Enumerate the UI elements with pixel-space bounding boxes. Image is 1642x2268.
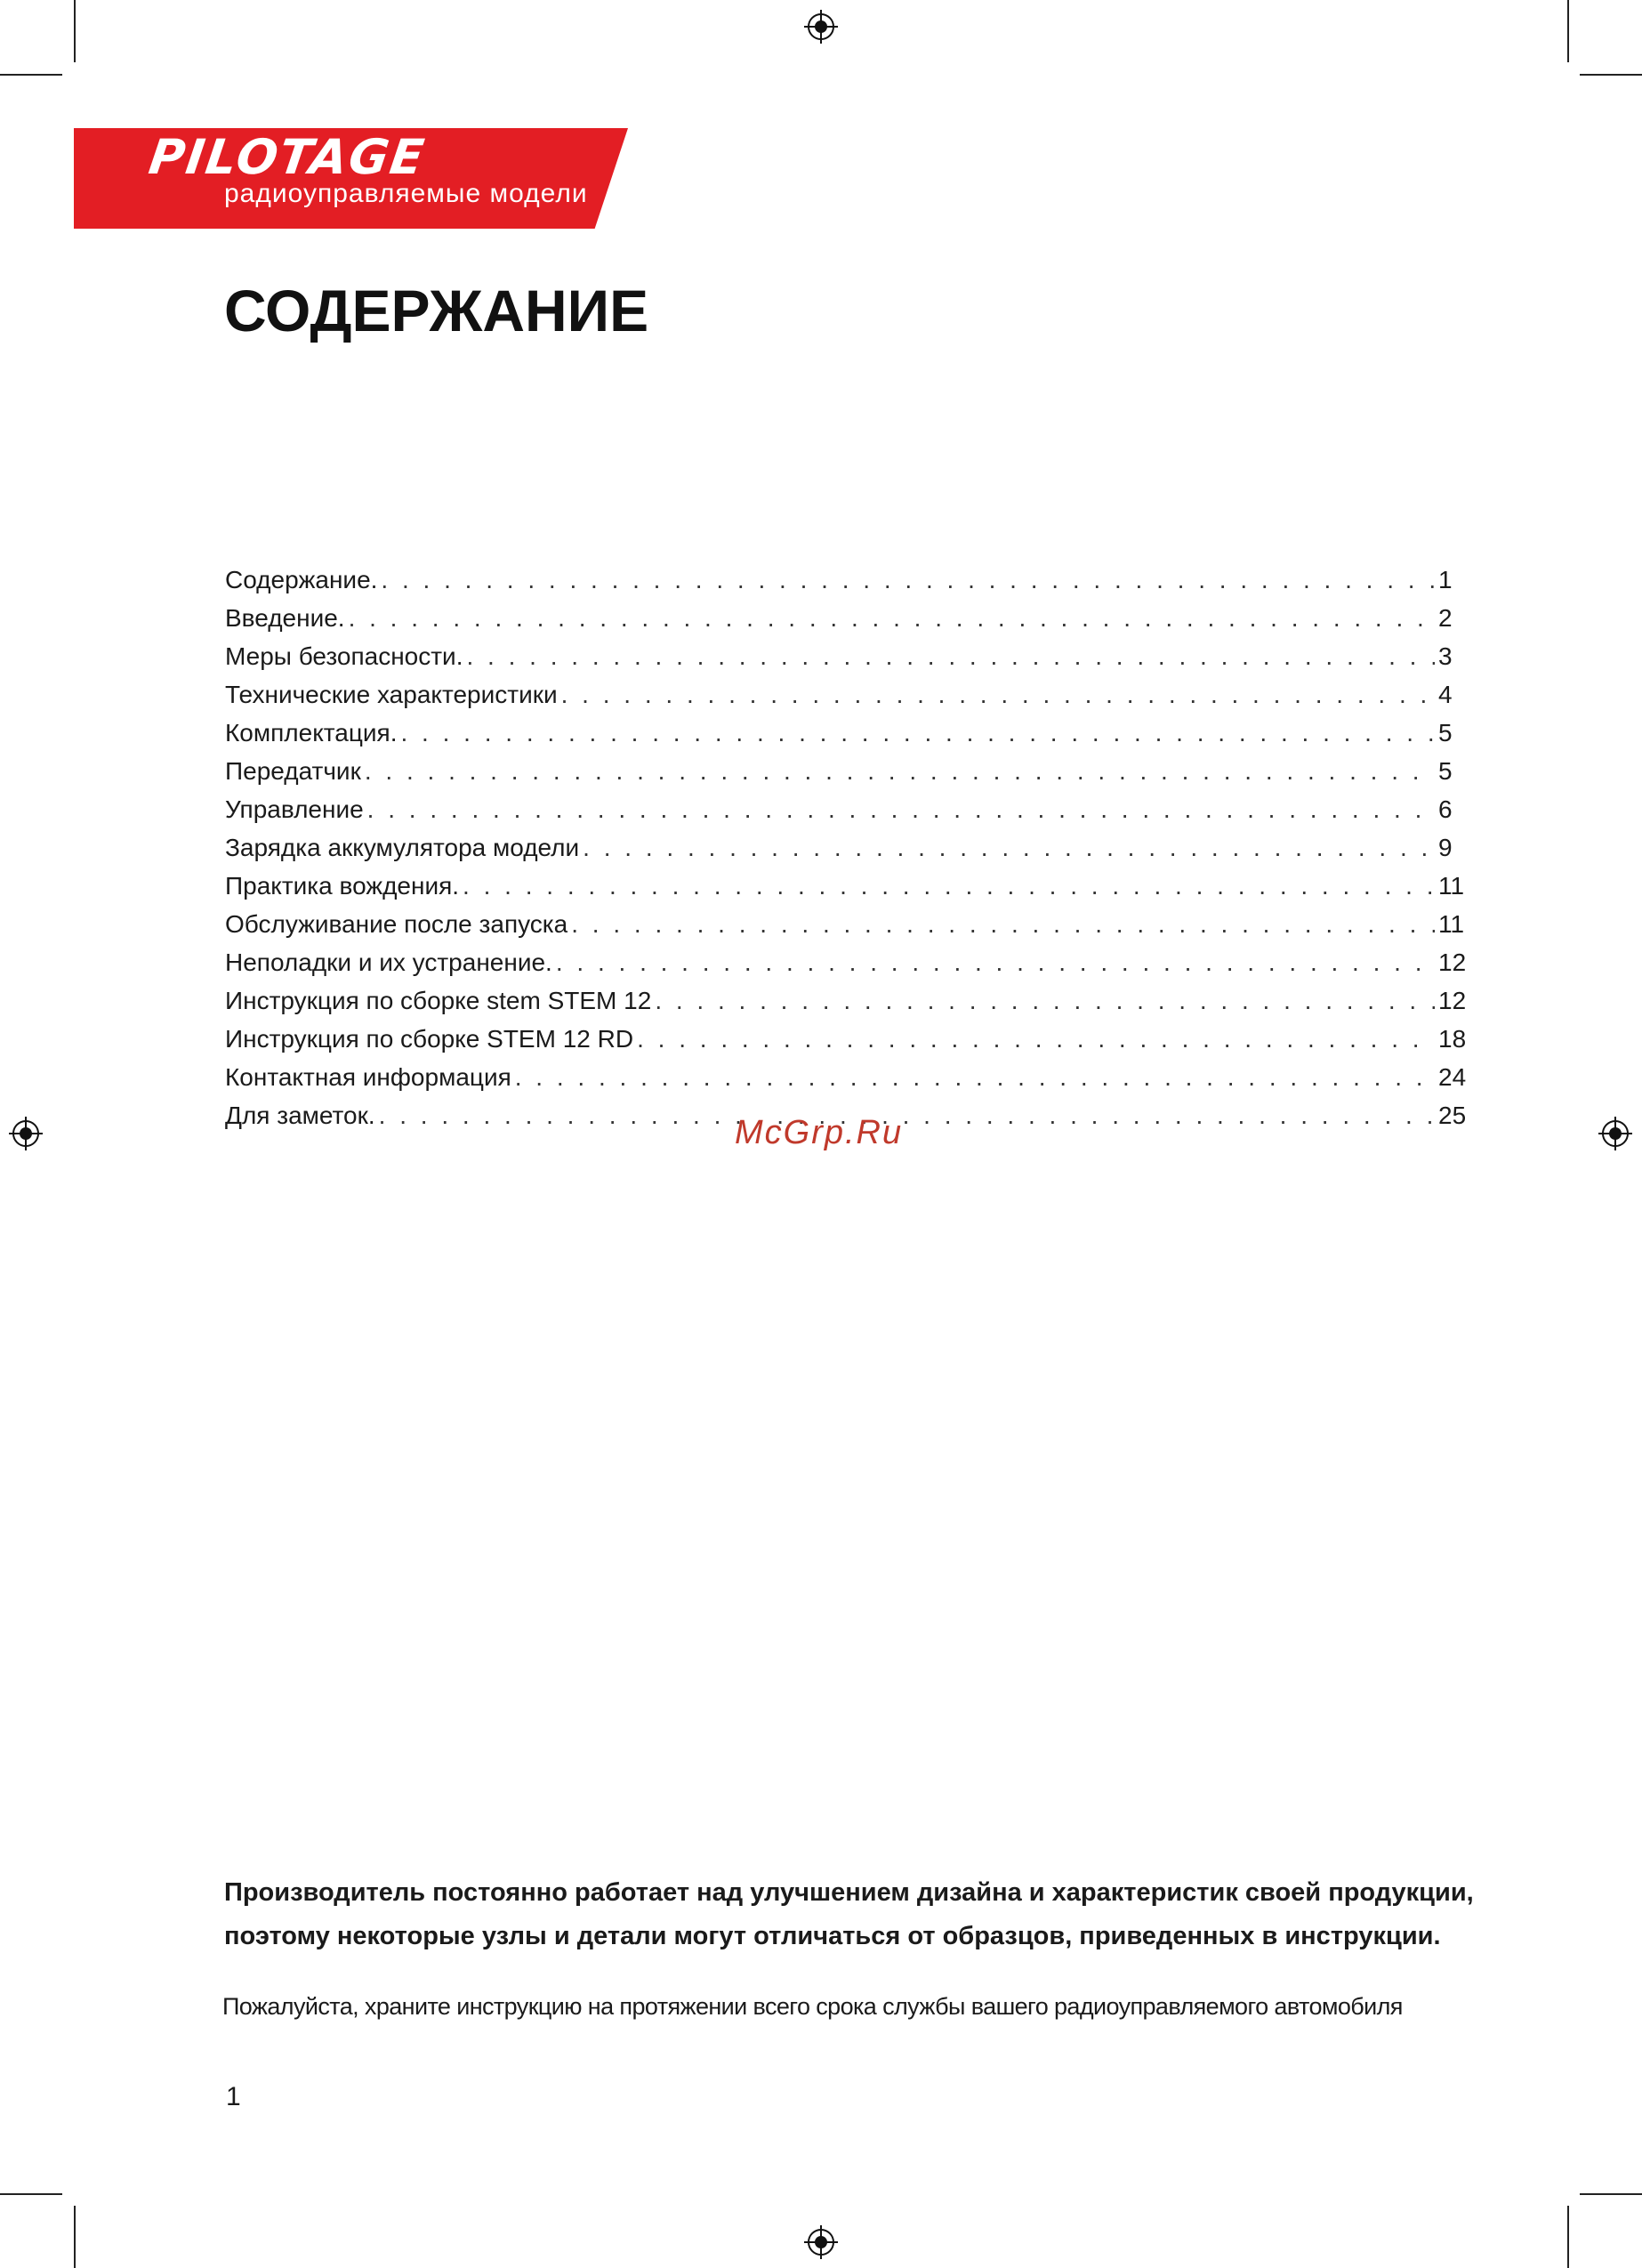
- toc-entry-label: Меры безопасности.: [225, 642, 463, 670]
- toc-leader-dots: [466, 642, 1435, 671]
- toc-leader-dots: [349, 604, 1435, 633]
- toc-entry-label: Содержание.: [225, 566, 378, 593]
- registration-mark-icon: [9, 1117, 43, 1150]
- toc-entry[interactable]: [225, 1063, 1470, 1102]
- manufacturer-note: Производитель постоянно работает над улучшением дизайна и характеристик своей продукции, поэтому некоторые узлы и детали могут отличаться от образцов, приведенных в инструкции.: [224, 1878, 1474, 1950]
- toc-entry[interactable]: [225, 566, 1470, 604]
- toc-entry-page: 2: [1438, 604, 1453, 632]
- toc-leader-dots: [561, 681, 1435, 709]
- page-title: СОДЕРЖАНИЕ: [224, 278, 649, 343]
- toc-entry[interactable]: [225, 910, 1470, 948]
- toc-entry-label: Комплектация.: [225, 719, 398, 747]
- toc-entry[interactable]: [225, 642, 1470, 681]
- crop-mark: [1580, 2193, 1642, 2195]
- toc-entry[interactable]: [225, 795, 1470, 834]
- toc-entry-page: 11: [1438, 910, 1465, 938]
- toc-leader-dots: [400, 719, 1435, 747]
- crop-mark: [1567, 2206, 1569, 2268]
- crop-mark: [74, 2206, 76, 2268]
- watermark: McGrp.Ru: [735, 1114, 904, 1151]
- toc-entry-label: Практика вождения.: [225, 872, 460, 900]
- page-number: 1: [226, 2082, 241, 2111]
- crop-mark: [1567, 0, 1569, 62]
- toc-entry-page: 11: [1438, 872, 1465, 900]
- brand-logo: PILOTAGE: [145, 129, 430, 185]
- brand-tagline: радиоуправляемые модели: [224, 179, 588, 208]
- toc-entry-page: 12: [1438, 948, 1467, 976]
- crop-mark: [74, 0, 76, 62]
- toc-leader-dots: [367, 795, 1435, 824]
- toc-entry-page: 9: [1438, 834, 1453, 861]
- registration-mark-icon: [804, 10, 838, 44]
- table-of-contents: [225, 566, 1470, 1140]
- toc-entry-label: Обслуживание после запуска: [225, 910, 568, 938]
- toc-leader-dots: [365, 757, 1435, 786]
- toc-leader-dots: [381, 566, 1435, 594]
- toc-entry-label: Технические характеристики: [225, 681, 558, 708]
- toc-entry-label: Управление: [225, 795, 364, 823]
- toc-leader-dots: [556, 948, 1435, 977]
- toc-entry-label: Неполадки и их устранение.: [225, 948, 552, 976]
- toc-entry[interactable]: [225, 834, 1470, 872]
- crop-mark: [1580, 74, 1642, 76]
- toc-entry-page: 4: [1438, 681, 1453, 708]
- toc-entry[interactable]: [225, 948, 1470, 987]
- toc-entry-label: Инструкция по сборке STEM 12 RD: [225, 1025, 634, 1053]
- registration-mark-icon: [804, 2225, 838, 2259]
- toc-leader-dots: [515, 1063, 1435, 1092]
- toc-entry-page: 6: [1438, 795, 1453, 823]
- toc-entry-page: 5: [1438, 757, 1453, 785]
- toc-entry-page: 5: [1438, 719, 1453, 747]
- toc-entry-page: 12: [1438, 987, 1467, 1014]
- toc-entry[interactable]: [225, 757, 1470, 795]
- toc-leader-dots: [463, 872, 1435, 900]
- toc-entry-page: 25: [1438, 1102, 1467, 1129]
- toc-entry-page: 3: [1438, 642, 1453, 670]
- toc-entry-label: Передатчик: [225, 757, 361, 785]
- toc-entry-label: Контактная информация: [225, 1063, 511, 1091]
- toc-entry[interactable]: [225, 681, 1470, 719]
- toc-leader-dots: [637, 1025, 1435, 1053]
- toc-entry[interactable]: [225, 604, 1470, 642]
- toc-entry-page: 1: [1438, 566, 1453, 593]
- toc-entry-label: Введение.: [225, 604, 345, 632]
- crop-mark: [0, 2193, 62, 2195]
- toc-entry-label: Для заметок.: [225, 1102, 375, 1129]
- toc-entry-page: 18: [1438, 1025, 1467, 1053]
- toc-leader-dots: [379, 1102, 1435, 1130]
- registration-mark-icon: [1598, 1117, 1632, 1150]
- crop-mark: [0, 74, 62, 76]
- toc-leader-dots: [571, 910, 1435, 939]
- toc-entry[interactable]: [225, 987, 1470, 1025]
- toc-entry-label: Зарядка аккумулятора модели: [225, 834, 580, 861]
- toc-leader-dots: [583, 834, 1435, 862]
- keep-instructions-notice: Пожалуйста, храните инструкцию на протяжении всего срока службы вашего радиоуправляемого автомобиля: [222, 1993, 1403, 2020]
- toc-entry-page: 24: [1438, 1063, 1467, 1091]
- toc-entry[interactable]: [225, 1025, 1470, 1063]
- toc-leader-dots: [655, 987, 1435, 1015]
- toc-entry[interactable]: [225, 719, 1470, 757]
- toc-entry-label: Инструкция по сборке stem STEM 12: [225, 987, 652, 1014]
- toc-entry[interactable]: [225, 872, 1470, 910]
